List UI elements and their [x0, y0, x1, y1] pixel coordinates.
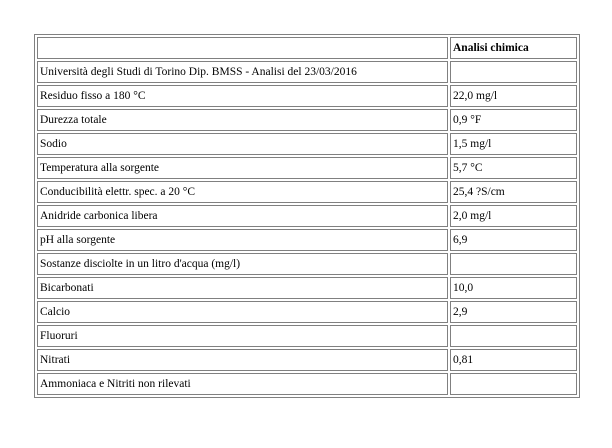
- row-value: 2,9: [450, 301, 577, 323]
- row-value: [450, 253, 577, 275]
- row-label: Sodio: [37, 133, 448, 155]
- row-value: 22,0 mg/l: [450, 85, 577, 107]
- analysis-table-container: [34, 34, 578, 398]
- row-label: Università degli Studi di Torino Dip. BMSS - Analisi del 23/03/2016: [37, 61, 448, 83]
- row-value: [450, 325, 577, 347]
- row-label: Fluoruri: [37, 325, 448, 347]
- table-row: [37, 325, 577, 347]
- row-label: Calcio: [37, 301, 448, 323]
- row-label: pH alla sorgente: [37, 229, 448, 251]
- analysis-table: [34, 34, 580, 398]
- row-value: 5,7 °C: [450, 157, 577, 179]
- row-label: Ammoniaca e Nitriti non rilevati: [37, 373, 448, 395]
- row-value: 6,9: [450, 229, 577, 251]
- row-label: Temperatura alla sorgente: [37, 157, 448, 179]
- table-row: [37, 301, 577, 323]
- row-label: Durezza totale: [37, 109, 448, 131]
- table-row: [37, 373, 577, 395]
- table-row: [37, 133, 577, 155]
- row-value: [450, 61, 577, 83]
- table-row: [37, 229, 577, 251]
- row-value: 25,4 ?S/cm: [450, 181, 577, 203]
- table-row: [37, 157, 577, 179]
- row-label: Bicarbonati: [37, 277, 448, 299]
- table-row: [37, 61, 577, 83]
- table-header-row: [37, 37, 577, 59]
- header-label-cell: [37, 37, 448, 59]
- table-row: [37, 205, 577, 227]
- row-label: Anidride carbonica libera: [37, 205, 448, 227]
- table-row: [37, 109, 577, 131]
- table-row: [37, 181, 577, 203]
- row-label: Sostanze disciolte in un litro d'acqua (mg/l): [37, 253, 448, 275]
- row-value: 0,9 °F: [450, 109, 577, 131]
- row-label: Conducibilità elettr. spec. a 20 °C: [37, 181, 448, 203]
- row-value: 1,5 mg/l: [450, 133, 577, 155]
- row-value: 0,81: [450, 349, 577, 371]
- row-value: [450, 373, 577, 395]
- row-label: Residuo fisso a 180 °C: [37, 85, 448, 107]
- row-value: 10,0: [450, 277, 577, 299]
- row-label: Nitrati: [37, 349, 448, 371]
- row-value: 2,0 mg/l: [450, 205, 577, 227]
- table-row: [37, 349, 577, 371]
- table-row: [37, 253, 577, 275]
- header-value-cell: Analisi chimica: [450, 37, 577, 59]
- table-row: [37, 277, 577, 299]
- table-row: [37, 85, 577, 107]
